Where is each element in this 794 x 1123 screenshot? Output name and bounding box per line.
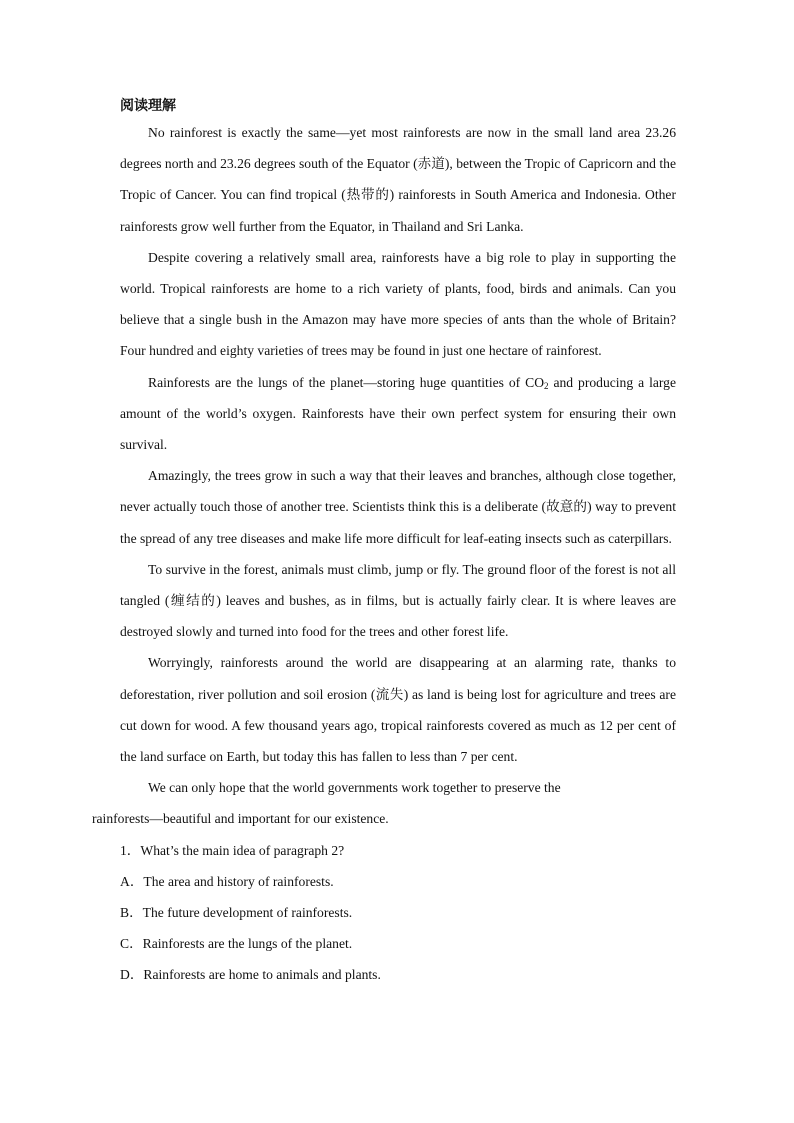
paragraph-4: Amazingly, the trees grow in such a way that their leaves and branches, although close together, never actually touch those of another tree. Scientists think this is a deliberate (故意的) way to prevent the spread of any tree diseases and make life more difficult for leaf-eating insects such as caterpillars. <box>120 468 676 546</box>
passage <box>92 117 676 991</box>
paragraph-6: Worryingly, rainforests around the world are disappearing at an alarming rate, thanks to deforestation, river pollution and soil erosion (流失) as land is being lost for agriculture and trees are cut down for wood. A few thousand years ago, tropical rainforests covered as much as 12 per cent of the land surface on Earth, but today this has fallen to less than 7 per cent. <box>120 655 676 765</box>
paragraph-7-line-1: We can only hope that the world governments work together to preserve the <box>148 780 561 796</box>
paragraph-2: Despite covering a relatively small area, rainforests have a big role to play in supporting the world. Tropical rainforests are home to a rich variety of plants, food, birds and animals. Can you believe that a single bush in the Amazon may have more species of ants than the whole of Britain? Four hundred and eighty varieties of trees may be found in just one hectare of rainforest. <box>120 249 676 359</box>
section-heading: 阅读理解 <box>120 98 176 114</box>
co2-subscript: 2 <box>544 380 549 391</box>
question-block <box>120 835 676 991</box>
paragraph-1: No rainforest is exactly the same—yet most rainforests are now in the small land area 23.26 degrees north and 23.26 degrees south of the Equator (赤道), between the Tropic of Capricorn and the Tropic of Cancer. You can find tropical (热带的) rainforests in South America and Indonesia. Other rainforests grow well further from the Equator, in Thailand and Sri Lanka. <box>120 125 676 234</box>
option-c: C．Rainforests are the lungs of the planet. <box>120 936 353 952</box>
paragraph-3-text-after: and producing a large amount of the world’s oxygen. Rainforests have their own perfect system for ensuring their own survival. <box>120 374 676 453</box>
question-stem: 1．What’s the main idea of paragraph 2? <box>120 842 345 858</box>
paragraph-3-text-before: Rainforests are the lungs of the planet—storing huge quantities of CO <box>148 374 545 390</box>
option-b: B．The future development of rainforests. <box>120 905 353 921</box>
option-a: A．The area and history of rainforests. <box>120 873 334 889</box>
paragraph-7-line-2: rainforests—beautiful and important for our existence. <box>92 811 389 827</box>
paragraph-7 <box>92 772 676 834</box>
option-d: D．Rainforests are home to animals and plants. <box>120 967 381 983</box>
paragraph-3 <box>120 367 676 461</box>
paragraph-5: To survive in the forest, animals must climb, jump or fly. The ground floor of the forest is not all tangled (缠结的) leaves and bushes, as in films, but is actually fairly clear. It is where leaves are destroyed slowly and turned into food for the trees and other forest life. <box>120 561 676 640</box>
